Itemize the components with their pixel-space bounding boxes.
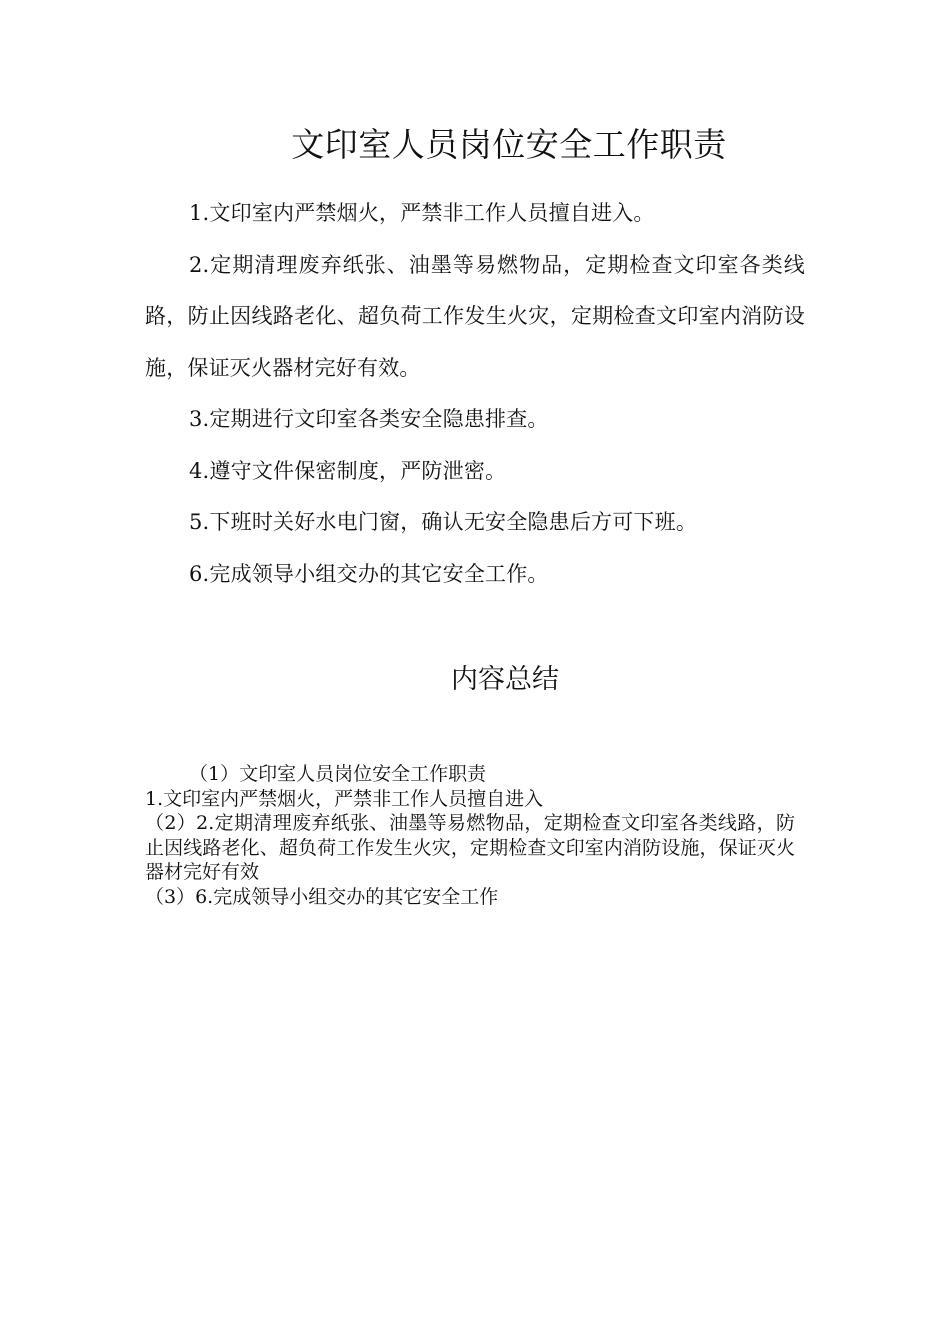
- paragraph-1: 1.文印室内严禁烟火，严禁非工作人员擅自进入。: [189, 201, 655, 225]
- summary-line-2: 1.文印室内严禁烟火，严禁非工作人员擅自进入: [145, 787, 544, 810]
- document-body: [145, 188, 805, 600]
- summary-section: [145, 762, 795, 909]
- paragraph-3: 3.定期进行文印室各类安全隐患排查。: [189, 407, 549, 431]
- document-title: 文印室人员岗位安全工作职责: [291, 125, 727, 164]
- summary-title: 内容总结: [451, 664, 559, 695]
- summary-line-3: （2）2.定期清理废弃纸张、油墨等易燃物品，定期检查文印室各类线路，防止因线路老化、超负荷工作发生火灾，定期检查文印室内消防设施，保证灭火器材完好有效: [145, 812, 795, 883]
- paragraph-4: 4.遵守文件保密制度，严防泄密。: [189, 458, 507, 483]
- summary-line-4: （3）6.完成领导小组交办的其它安全工作: [145, 885, 499, 908]
- paragraph-5: 5.下班时关好水电门窗，确认无安全隐患后方可下班。: [189, 510, 698, 534]
- summary-line-1: （1）文印室人员岗位安全工作职责: [189, 763, 487, 785]
- paragraph-2: 2.定期清理废弃纸张、油墨等易燃物品，定期检查文印室各类线路，防止因线路老化、超负荷工作发生火灾，定期检查文印室内消防设施，保证灭火器材完好有效。: [145, 252, 805, 380]
- paragraph-6: 6.完成领导小组交办的其它安全工作。: [189, 561, 549, 586]
